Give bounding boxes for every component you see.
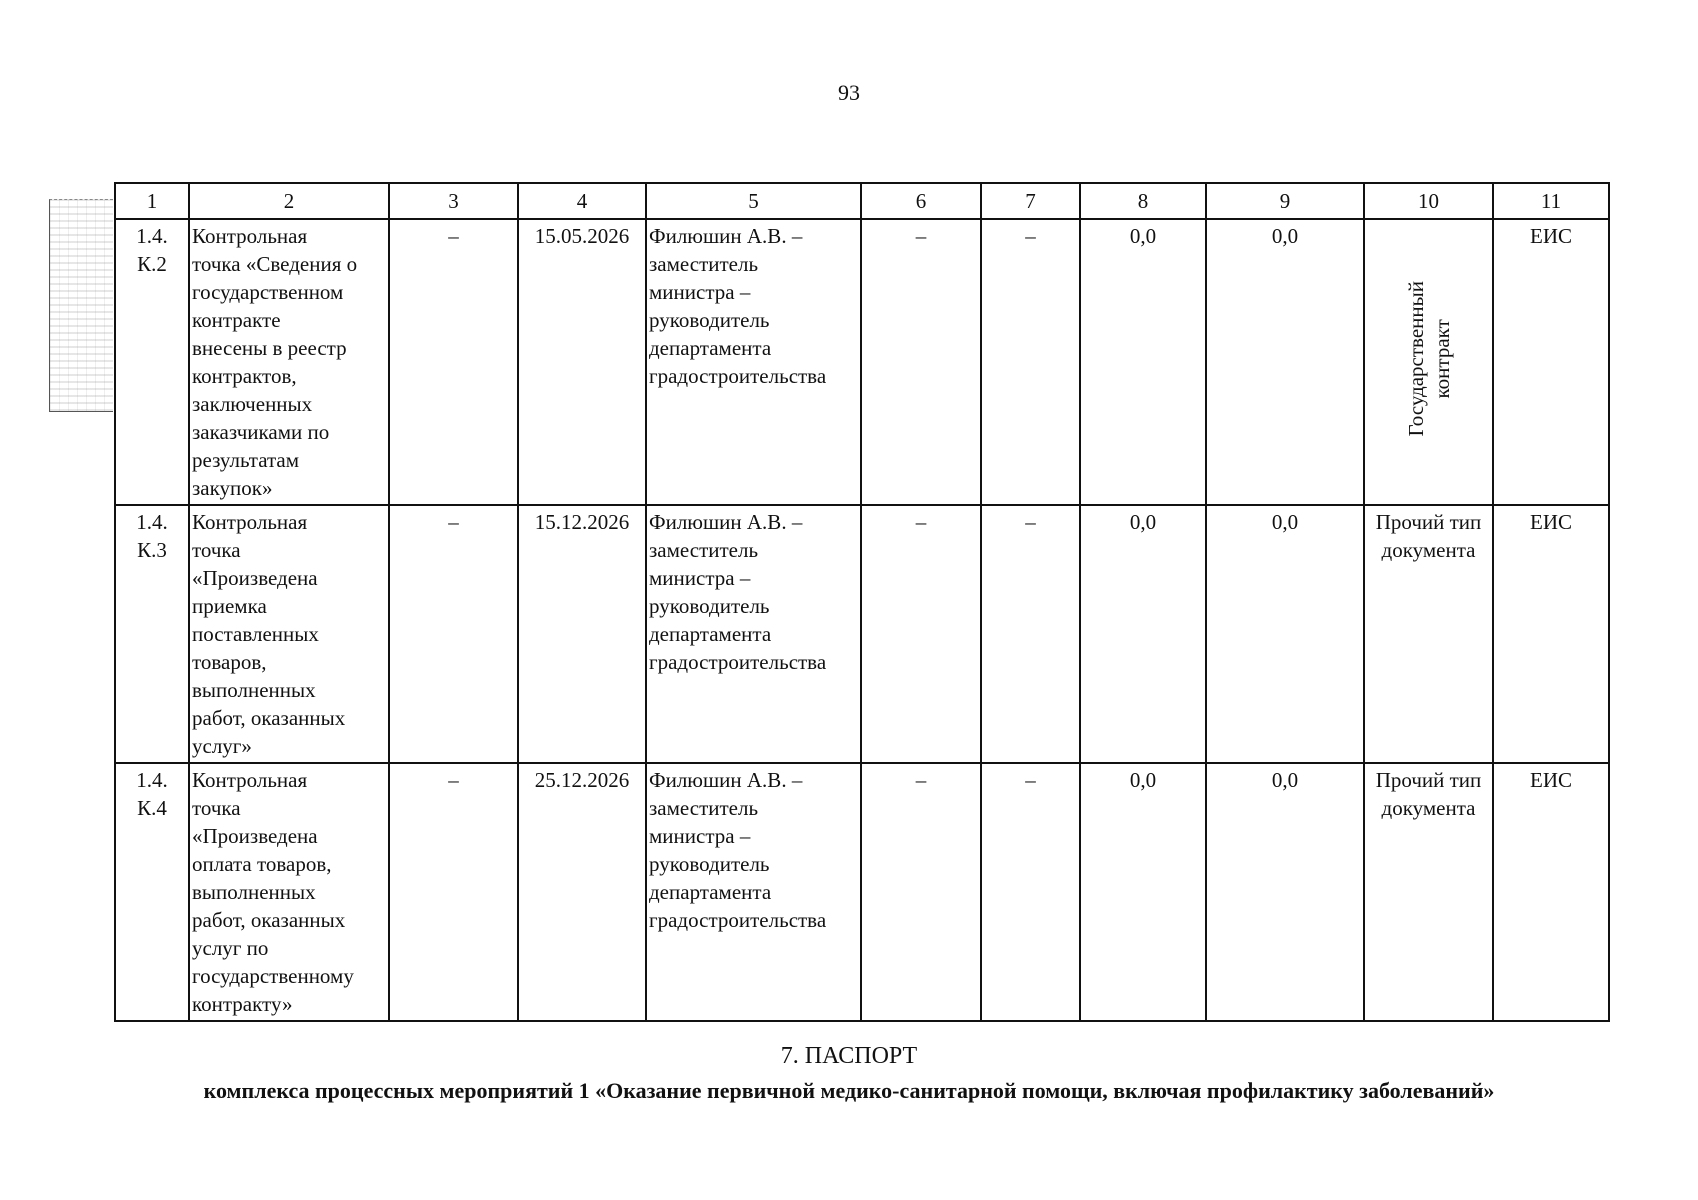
header-cell-9: 9 <box>1206 183 1364 219</box>
due-date: 15.05.2026 <box>518 219 646 505</box>
header-cell-7: 7 <box>981 183 1080 219</box>
responsible-person: Филюшин А.В. – заместитель министра – руководитель департамента градостроительства <box>646 505 861 763</box>
table-row <box>115 219 1609 505</box>
header-cell-11: 11 <box>1493 183 1609 219</box>
cell-col6: – <box>861 219 981 505</box>
info-system: ЕИС <box>1493 763 1609 1021</box>
due-date: 15.12.2026 <box>518 505 646 763</box>
header-cell-5: 5 <box>646 183 861 219</box>
table-row <box>115 763 1609 1021</box>
cell-col7: – <box>981 763 1080 1021</box>
row-number: 1.4. К.4 <box>115 763 189 1021</box>
row-number: 1.4. К.3 <box>115 505 189 763</box>
control-point-name: Контрольная точка «Сведения о государственном контракте внесены в реестр контрактов, заключенных заказчиками по результатам закупок» <box>189 219 389 505</box>
header-cell-2: 2 <box>189 183 389 219</box>
control-points-table <box>114 182 1610 1022</box>
cell-col3: – <box>389 505 518 763</box>
section-subtitle: комплекса процессных мероприятий 1 «Оказание первичной медико-санитарной помощи, включая профилактику заболеваний» <box>203 1078 1495 1103</box>
value-col9: 0,0 <box>1206 763 1364 1021</box>
due-date: 25.12.2026 <box>518 763 646 1021</box>
cell-col7: – <box>981 219 1080 505</box>
document-type-vertical-label: Государственный контракт <box>1403 280 1454 437</box>
header-cell-10: 10 <box>1364 183 1493 219</box>
cell-col6: – <box>861 505 981 763</box>
header-cell-8: 8 <box>1080 183 1206 219</box>
table-row <box>115 505 1609 763</box>
margin-stamp <box>49 199 113 412</box>
value-col9: 0,0 <box>1206 505 1364 763</box>
document-type: Прочий тип документа <box>1364 763 1493 1021</box>
cell-col3: – <box>389 219 518 505</box>
header-cell-6: 6 <box>861 183 981 219</box>
document-type <box>1364 219 1493 505</box>
value-col8: 0,0 <box>1080 763 1206 1021</box>
info-system: ЕИС <box>1493 505 1609 763</box>
responsible-person: Филюшин А.В. – заместитель министра – руководитель департамента градостроительства <box>646 763 861 1021</box>
header-cell-4: 4 <box>518 183 646 219</box>
section-title: 7. ПАСПОРТ <box>780 1043 918 1069</box>
value-col8: 0,0 <box>1080 219 1206 505</box>
row-number: 1.4. К.2 <box>115 219 189 505</box>
info-system: ЕИС <box>1493 219 1609 505</box>
cell-col3: – <box>389 763 518 1021</box>
header-cell-3: 3 <box>389 183 518 219</box>
control-point-name: Контрольная точка «Произведена приемка поставленных товаров, выполненных работ, оказанных услуг» <box>189 505 389 763</box>
control-point-name: Контрольная точка «Произведена оплата товаров, выполненных работ, оказанных услуг по государственному контракту» <box>189 763 389 1021</box>
header-cell-1: 1 <box>115 183 189 219</box>
cell-col6: – <box>861 763 981 1021</box>
responsible-person: Филюшин А.В. – заместитель министра – руководитель департамента градостроительства <box>646 219 861 505</box>
table-header-row <box>115 183 1609 219</box>
page-number: 93 <box>838 80 860 105</box>
cell-col7: – <box>981 505 1080 763</box>
value-col9: 0,0 <box>1206 219 1364 505</box>
document-type: Прочий тип документа <box>1364 505 1493 763</box>
value-col8: 0,0 <box>1080 505 1206 763</box>
